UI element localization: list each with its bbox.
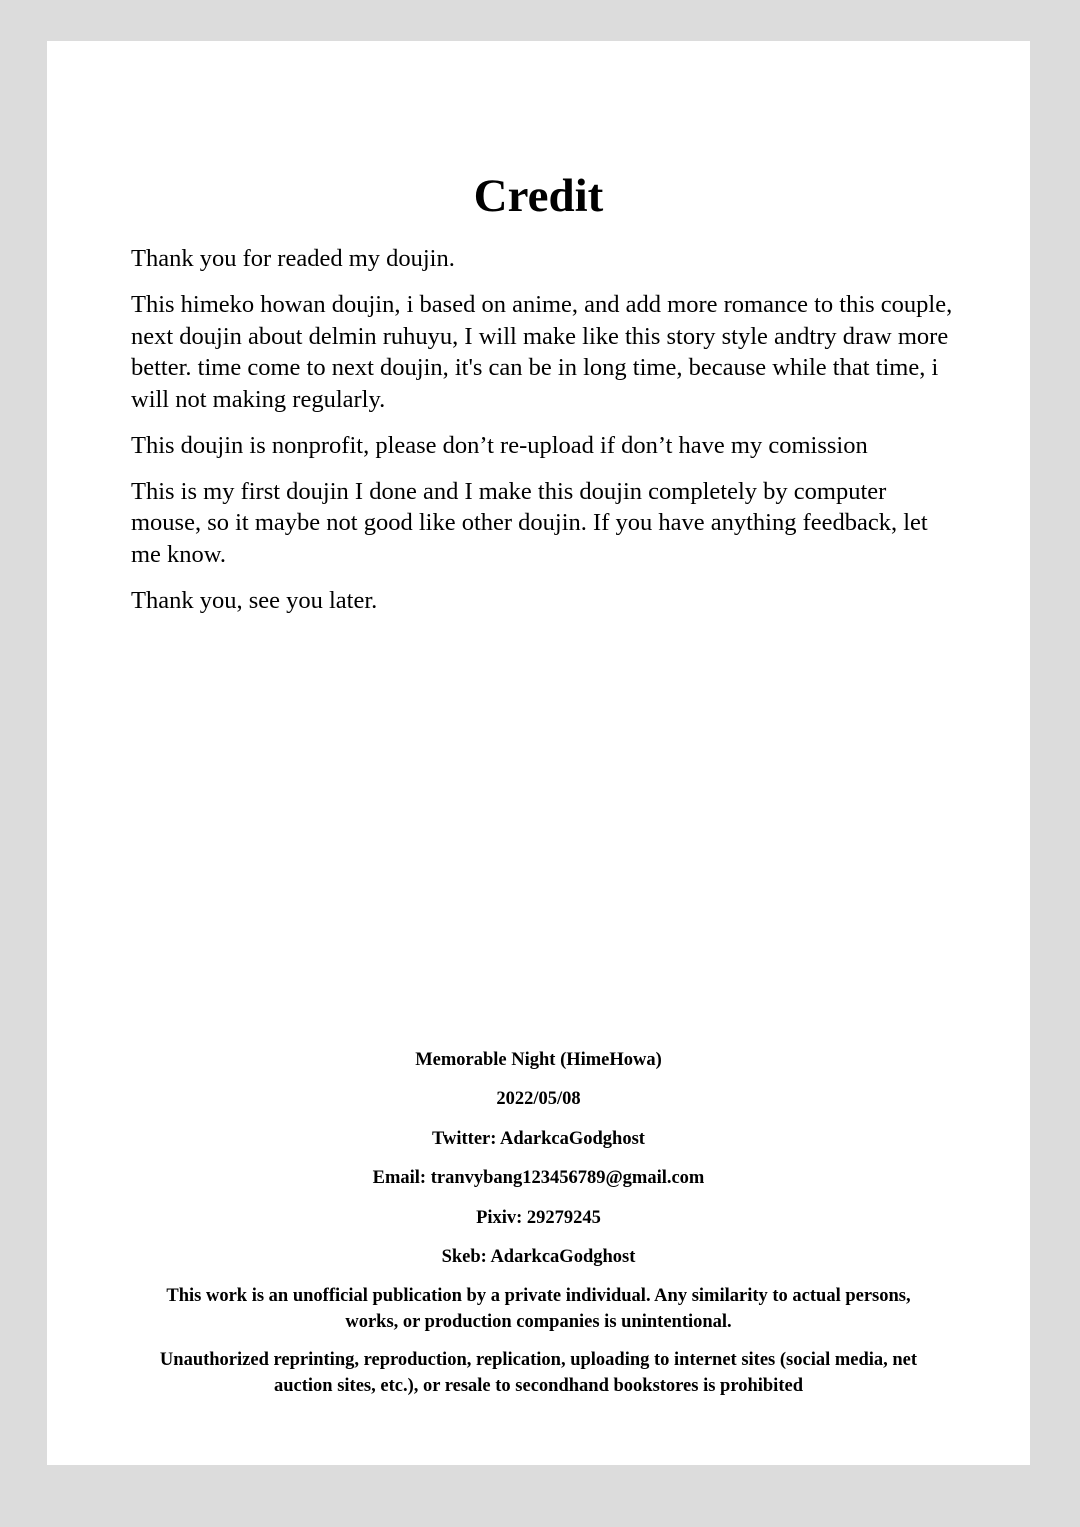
skeb-handle: Skeb: AdarkcaGodghost [441, 1246, 636, 1267]
pixiv-id: Pixiv: 29279245 [476, 1207, 601, 1228]
reprint-notice-line-1: Unauthorized reprinting, reproduction, replication, uploading to internet sites (social media, net [159, 1350, 918, 1371]
email-address: Email: tranvybang123456789@gmail.com [372, 1168, 705, 1189]
unofficial-notice [107, 1283, 970, 1335]
colophon [107, 1047, 970, 1411]
credit-body [131, 243, 961, 631]
paragraph-thanks: Thank you for readed my doujin. [131, 245, 455, 272]
publication-date: 2022/05/08 [496, 1089, 581, 1110]
twitter-handle: Twitter: AdarkcaGodghost [432, 1128, 645, 1149]
reprint-notice-line-2: auction sites, etc.), or resale to secondhand bookstores is prohibited [274, 1376, 803, 1397]
reprint-notice [107, 1347, 970, 1399]
paragraph-nonprofit: This doujin is nonprofit, please don’t re-upload if don’t have my comission [131, 431, 868, 459]
document-page [47, 41, 1030, 1465]
paragraph-first-doujin: This is my first doujin I done and I make this doujin completely by computer mouse, so it maybe not good like other doujin. If you have anything feedback, let me know. [131, 477, 928, 568]
unofficial-notice-line-2: works, or production companies is unintentional. [345, 1312, 732, 1333]
work-title: Memorable Night (HimeHowa) [415, 1050, 662, 1070]
unofficial-notice-line-1: This work is an unofficial publication by a private individual. Any similarity to actual persons, [166, 1286, 911, 1307]
paragraph-farewell: Thank you, see you later. [131, 586, 378, 614]
page-title: Credit [473, 170, 604, 222]
paragraph-about: This himeko howan doujin, i based on anime, and add more romance to this couple, next doujin about delmin ruhuyu, I will make like this story style andtry draw more better. time come to next doujin, it's can be in long time, because while that time, i will not making regularly. [131, 291, 953, 413]
